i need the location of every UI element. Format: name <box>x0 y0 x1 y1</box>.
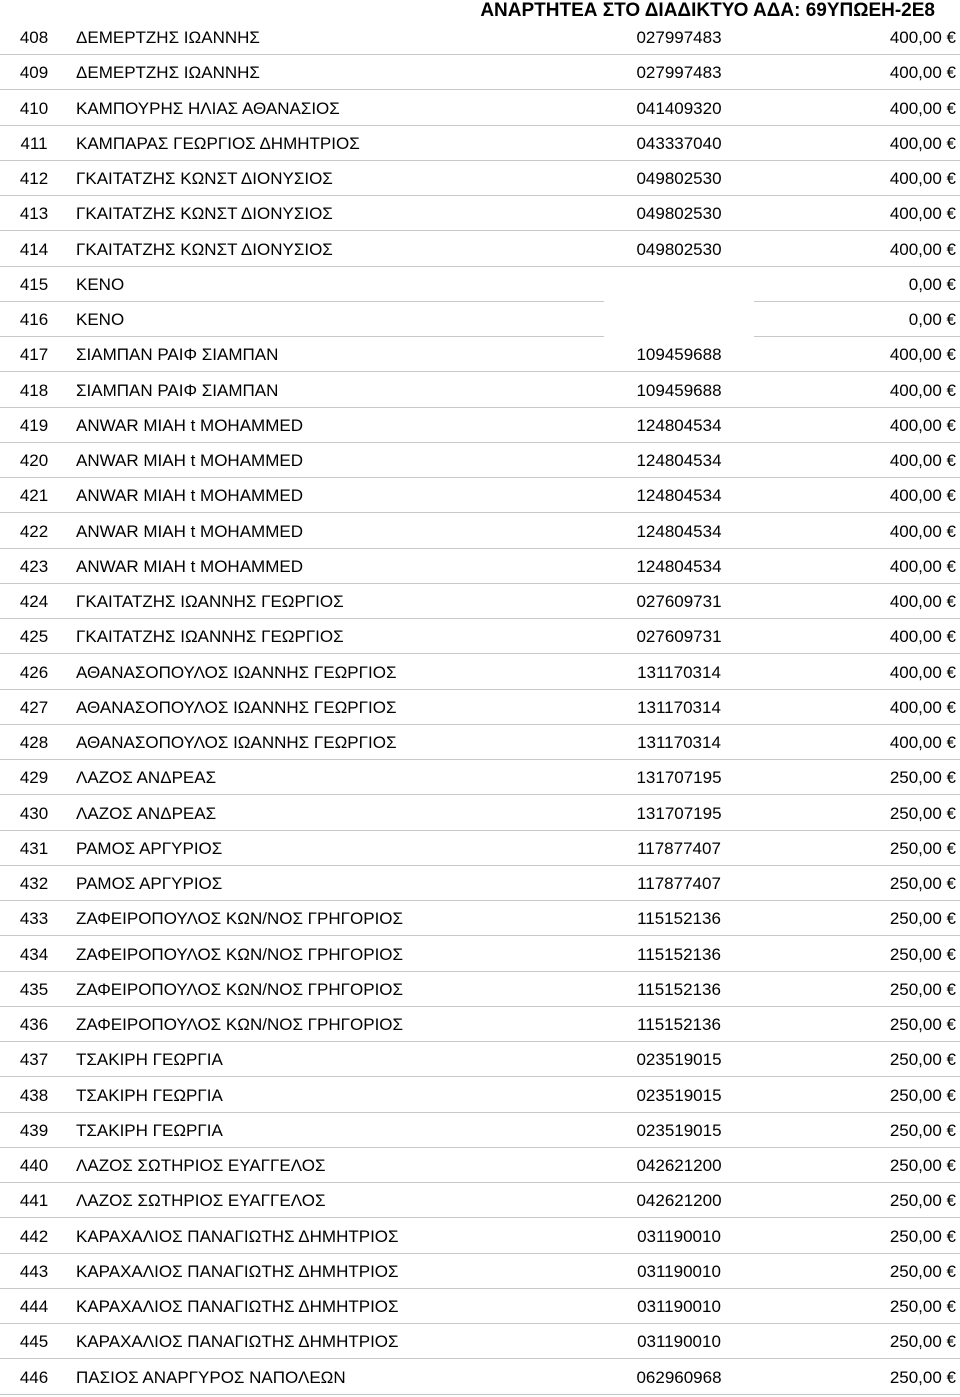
table-row <box>0 1256 960 1291</box>
beneficiary-name: ΖΑΦΕΙΡΟΠΟΥΛΟΣ ΚΩΝ/ΝΟΣ ΓΡΗΓΟΡΙΟΣ <box>68 1014 604 1042</box>
tax-id: 131707195 <box>604 767 754 795</box>
amount: 250,00 € <box>754 1226 960 1254</box>
table-row <box>0 410 960 445</box>
tax-id: 027609731 <box>604 626 754 654</box>
amount: 250,00 € <box>754 1261 960 1289</box>
beneficiary-name: ΠΑΣΙΟΣ ΑΝΑΡΓΥΡΟΣ ΝΑΠΟΛΕΩΝ <box>68 1367 604 1395</box>
page-header <box>480 0 935 24</box>
table-row <box>0 903 960 938</box>
beneficiary-name: ANWAR MIAH t MOHAMMED <box>68 450 604 478</box>
tax-id: 124804534 <box>604 415 754 443</box>
tax-id: 115152136 <box>604 979 754 1007</box>
table-row <box>0 586 960 621</box>
tax-id: 115152136 <box>604 1014 754 1042</box>
tax-id: 031190010 <box>604 1261 754 1289</box>
tax-id: 124804534 <box>604 521 754 549</box>
beneficiary-name: ΓΚΑΙΤΑΤΖΗΣ ΚΩΝΣΤ ΔΙΟΝΥΣΙΟΣ <box>68 203 604 231</box>
tax-id: 117877407 <box>604 838 754 866</box>
tax-id: 115152136 <box>604 944 754 972</box>
beneficiary-name: ΣΙΑΜΠΑΝ ΡΑΙΦ ΣΙΑΜΠΑΝ <box>68 380 604 408</box>
table-row <box>0 762 960 797</box>
beneficiary-name: ΤΣΑΚΙΡΗ ΓΕΩΡΓΙΑ <box>68 1120 604 1148</box>
row-number: 427 <box>0 697 68 725</box>
table-row <box>0 480 960 515</box>
tax-id: 124804534 <box>604 485 754 513</box>
table-row <box>0 974 960 1009</box>
tax-id: 042621200 <box>604 1190 754 1218</box>
tax-id: 027997483 <box>604 62 754 90</box>
table-row <box>0 304 960 339</box>
row-number: 416 <box>0 309 68 337</box>
row-number: 438 <box>0 1085 68 1113</box>
beneficiary-name: ΓΚΑΙΤΑΤΖΗΣ ΙΩΑΝΝΗΣ ΓΕΩΡΓΙΟΣ <box>68 626 604 654</box>
beneficiary-name: ΓΚΑΙΤΑΤΖΗΣ ΚΩΝΣΤ ΔΙΟΝΥΣΙΟΣ <box>68 168 604 196</box>
tax-id <box>604 309 754 337</box>
beneficiary-name: ΤΣΑΚΙΡΗ ΓΕΩΡΓΙΑ <box>68 1049 604 1077</box>
table-row <box>0 1221 960 1256</box>
amount: 400,00 € <box>754 133 960 161</box>
amount: 400,00 € <box>754 591 960 619</box>
amount: 250,00 € <box>754 1049 960 1077</box>
tax-id: 027997483 <box>604 27 754 55</box>
tax-id: 031190010 <box>604 1296 754 1324</box>
table-row <box>0 163 960 198</box>
row-number: 428 <box>0 732 68 760</box>
table-row <box>0 939 960 974</box>
amount: 400,00 € <box>754 239 960 267</box>
row-number: 432 <box>0 873 68 901</box>
tax-id: 117877407 <box>604 873 754 901</box>
beneficiary-name: ΔΕΜΕΡΤΖΗΣ ΙΩΑΝΝΗΣ <box>68 62 604 90</box>
table-row <box>0 1326 960 1361</box>
beneficiary-name: ΛΑΖΟΣ ΑΝΔΡΕΑΣ <box>68 767 604 795</box>
amount: 400,00 € <box>754 62 960 90</box>
row-number: 421 <box>0 485 68 513</box>
amount: 400,00 € <box>754 27 960 55</box>
tax-id: 131170314 <box>604 732 754 760</box>
table-row <box>0 1291 960 1326</box>
row-number: 412 <box>0 168 68 196</box>
beneficiary-name: ΑΘΑΝΑΣΟΠΟΥΛΟΣ ΙΩΑΝΝΗΣ ΓΕΩΡΓΙΟΣ <box>68 732 604 760</box>
beneficiary-name: ΑΘΑΝΑΣΟΠΟΥΛΟΣ ΙΩΑΝΝΗΣ ΓΕΩΡΓΙΟΣ <box>68 662 604 690</box>
amount: 400,00 € <box>754 521 960 549</box>
tax-id: 023519015 <box>604 1120 754 1148</box>
amount: 250,00 € <box>754 1296 960 1324</box>
table-row <box>0 1115 960 1150</box>
tax-id: 031190010 <box>604 1331 754 1359</box>
tax-id: 109459688 <box>604 344 754 372</box>
row-number: 413 <box>0 203 68 231</box>
amount: 250,00 € <box>754 979 960 1007</box>
amount: 400,00 € <box>754 415 960 443</box>
row-number: 433 <box>0 908 68 936</box>
row-number: 435 <box>0 979 68 1007</box>
row-number: 417 <box>0 344 68 372</box>
table-row <box>0 516 960 551</box>
tax-id: 049802530 <box>604 203 754 231</box>
beneficiary-name: ΚΑΡΑΧΑΛΙΟΣ ΠΑΝΑΓΙΩΤΗΣ ΔΗΜΗΤΡΙΟΣ <box>68 1261 604 1289</box>
row-number: 441 <box>0 1190 68 1218</box>
row-number: 429 <box>0 767 68 795</box>
beneficiary-name: ΖΑΦΕΙΡΟΠΟΥΛΟΣ ΚΩΝ/ΝΟΣ ΓΡΗΓΟΡΙΟΣ <box>68 979 604 1007</box>
row-number: 439 <box>0 1120 68 1148</box>
beneficiary-name: ΑΘΑΝΑΣΟΠΟΥΛΟΣ ΙΩΑΝΝΗΣ ΓΕΩΡΓΙΟΣ <box>68 697 604 725</box>
beneficiary-name: ANWAR MIAH t MOHAMMED <box>68 485 604 513</box>
amount: 250,00 € <box>754 1190 960 1218</box>
tax-id: 115152136 <box>604 908 754 936</box>
beneficiary-name: ΡΑΜΟΣ ΑΡΓΥΡΙΟΣ <box>68 838 604 866</box>
beneficiary-name: ΡΑΜΟΣ ΑΡΓΥΡΙΟΣ <box>68 873 604 901</box>
row-number: 408 <box>0 27 68 55</box>
beneficiary-name: ΚΕΝΟ <box>68 309 604 337</box>
table-row <box>0 128 960 163</box>
tax-id: 131170314 <box>604 697 754 725</box>
table-row <box>0 22 960 57</box>
row-number: 422 <box>0 521 68 549</box>
table-row <box>0 375 960 410</box>
beneficiary-name: ΚΕΝΟ <box>68 274 604 302</box>
beneficiary-name: ΛΑΖΟΣ ΣΩΤΗΡΙΟΣ ΕΥΑΓΓΕΛΟΣ <box>68 1155 604 1183</box>
beneficiary-name: ΖΑΦΕΙΡΟΠΟΥΛΟΣ ΚΩΝ/ΝΟΣ ΓΡΗΓΟΡΙΟΣ <box>68 908 604 936</box>
table-row <box>0 339 960 374</box>
amount: 0,00 € <box>754 309 960 337</box>
beneficiary-name: ΚΑΡΑΧΑΛΙΟΣ ΠΑΝΑΓΙΩΤΗΣ ΔΗΜΗΤΡΙΟΣ <box>68 1226 604 1254</box>
table-row <box>0 868 960 903</box>
row-number: 431 <box>0 838 68 866</box>
row-number: 426 <box>0 662 68 690</box>
row-number: 420 <box>0 450 68 478</box>
table-row <box>0 1185 960 1220</box>
tax-id: 124804534 <box>604 450 754 478</box>
beneficiary-name: ΖΑΦΕΙΡΟΠΟΥΛΟΣ ΚΩΝ/ΝΟΣ ΓΡΗΓΟΡΙΟΣ <box>68 944 604 972</box>
amount: 250,00 € <box>754 944 960 972</box>
amount: 250,00 € <box>754 1014 960 1042</box>
row-number: 434 <box>0 944 68 972</box>
table-row <box>0 692 960 727</box>
beneficiary-name: ΚΑΜΠΑΡΑΣ ΓΕΩΡΓΙΟΣ ΔΗΜΗΤΡΙΟΣ <box>68 133 604 161</box>
row-number: 415 <box>0 274 68 302</box>
table-row <box>0 234 960 269</box>
tax-id <box>604 274 754 302</box>
beneficiary-name: ΚΑΡΑΧΑΛΙΟΣ ΠΑΝΑΓΙΩΤΗΣ ΔΗΜΗΤΡΙΟΣ <box>68 1296 604 1324</box>
beneficiary-name: ΛΑΖΟΣ ΣΩΤΗΡΙΟΣ ΕΥΑΓΓΕΛΟΣ <box>68 1190 604 1218</box>
tax-id: 023519015 <box>604 1049 754 1077</box>
row-number: 443 <box>0 1261 68 1289</box>
table-row <box>0 445 960 480</box>
amount: 400,00 € <box>754 168 960 196</box>
row-number: 411 <box>0 133 68 161</box>
row-number: 418 <box>0 380 68 408</box>
row-number: 409 <box>0 62 68 90</box>
tax-id: 131170314 <box>604 662 754 690</box>
row-number: 436 <box>0 1014 68 1042</box>
amount: 250,00 € <box>754 1120 960 1148</box>
row-number: 424 <box>0 591 68 619</box>
amount: 400,00 € <box>754 626 960 654</box>
beneficiary-name: ΓΚΑΙΤΑΤΖΗΣ ΙΩΑΝΝΗΣ ΓΕΩΡΓΙΟΣ <box>68 591 604 619</box>
row-number: 423 <box>0 556 68 584</box>
payments-table <box>0 22 960 1397</box>
tax-id: 049802530 <box>604 239 754 267</box>
row-number: 445 <box>0 1331 68 1359</box>
beneficiary-name: ΚΑΜΠΟΥΡΗΣ ΗΛΙΑΣ ΑΘΑΝΑΣΙΟΣ <box>68 98 604 126</box>
beneficiary-name: ANWAR MIAH t MOHAMMED <box>68 556 604 584</box>
table-row <box>0 269 960 304</box>
amount: 250,00 € <box>754 838 960 866</box>
tax-id: 031190010 <box>604 1226 754 1254</box>
table-row <box>0 1080 960 1115</box>
tax-id: 131707195 <box>604 803 754 831</box>
amount: 400,00 € <box>754 662 960 690</box>
amount: 400,00 € <box>754 344 960 372</box>
table-row <box>0 1362 960 1397</box>
amount: 250,00 € <box>754 1085 960 1113</box>
amount: 250,00 € <box>754 1331 960 1359</box>
beneficiary-name: ΛΑΖΟΣ ΑΝΔΡΕΑΣ <box>68 803 604 831</box>
tax-id: 027609731 <box>604 591 754 619</box>
table-row <box>0 1044 960 1079</box>
row-number: 414 <box>0 239 68 267</box>
row-number: 419 <box>0 415 68 443</box>
beneficiary-name: ΓΚΑΙΤΑΤΖΗΣ ΚΩΝΣΤ ΔΙΟΝΥΣΙΟΣ <box>68 239 604 267</box>
table-row <box>0 621 960 656</box>
amount: 250,00 € <box>754 767 960 795</box>
beneficiary-name: ΤΣΑΚΙΡΗ ΓΕΩΡΓΙΑ <box>68 1085 604 1113</box>
tax-id: 043337040 <box>604 133 754 161</box>
beneficiary-name: ANWAR MIAH t MOHAMMED <box>68 415 604 443</box>
table-row <box>0 1150 960 1185</box>
row-number: 425 <box>0 626 68 654</box>
table-row <box>0 798 960 833</box>
row-number: 446 <box>0 1367 68 1395</box>
row-number: 442 <box>0 1226 68 1254</box>
table-row <box>0 727 960 762</box>
amount: 400,00 € <box>754 697 960 725</box>
amount: 250,00 € <box>754 873 960 901</box>
amount: 250,00 € <box>754 1155 960 1183</box>
beneficiary-name: ΣΙΑΜΠΑΝ ΡΑΙΦ ΣΙΑΜΠΑΝ <box>68 344 604 372</box>
amount: 250,00 € <box>754 1367 960 1395</box>
tax-id: 124804534 <box>604 556 754 584</box>
amount: 400,00 € <box>754 203 960 231</box>
row-number: 437 <box>0 1049 68 1077</box>
amount: 0,00 € <box>754 274 960 302</box>
amount: 400,00 € <box>754 98 960 126</box>
tax-id: 023519015 <box>604 1085 754 1113</box>
tax-id: 042621200 <box>604 1155 754 1183</box>
tax-id: 049802530 <box>604 168 754 196</box>
amount: 400,00 € <box>754 556 960 584</box>
ada-header-text: ΑΝΑΡΤΗΤΕΑ ΣΤΟ ΔΙΑΔΙΚΤΥΟ ΑΔΑ: 69ΥΠΩΕΗ-2Ε8 <box>480 0 935 21</box>
beneficiary-name: ΚΑΡΑΧΑΛΙΟΣ ΠΑΝΑΓΙΩΤΗΣ ΔΗΜΗΤΡΙΟΣ <box>68 1331 604 1359</box>
table-row <box>0 551 960 586</box>
amount: 400,00 € <box>754 485 960 513</box>
tax-id: 062960968 <box>604 1367 754 1395</box>
beneficiary-name: ANWAR MIAH t MOHAMMED <box>68 521 604 549</box>
tax-id: 109459688 <box>604 380 754 408</box>
amount: 250,00 € <box>754 908 960 936</box>
table-row <box>0 833 960 868</box>
amount: 250,00 € <box>754 803 960 831</box>
table-row <box>0 1009 960 1044</box>
row-number: 444 <box>0 1296 68 1324</box>
table-row <box>0 57 960 92</box>
amount: 400,00 € <box>754 732 960 760</box>
tax-id: 041409320 <box>604 98 754 126</box>
row-number: 440 <box>0 1155 68 1183</box>
amount: 400,00 € <box>754 450 960 478</box>
beneficiary-name: ΔΕΜΕΡΤΖΗΣ ΙΩΑΝΝΗΣ <box>68 27 604 55</box>
table-row <box>0 198 960 233</box>
table-row <box>0 93 960 128</box>
row-number: 410 <box>0 98 68 126</box>
row-number: 430 <box>0 803 68 831</box>
table-row <box>0 657 960 692</box>
amount: 400,00 € <box>754 380 960 408</box>
